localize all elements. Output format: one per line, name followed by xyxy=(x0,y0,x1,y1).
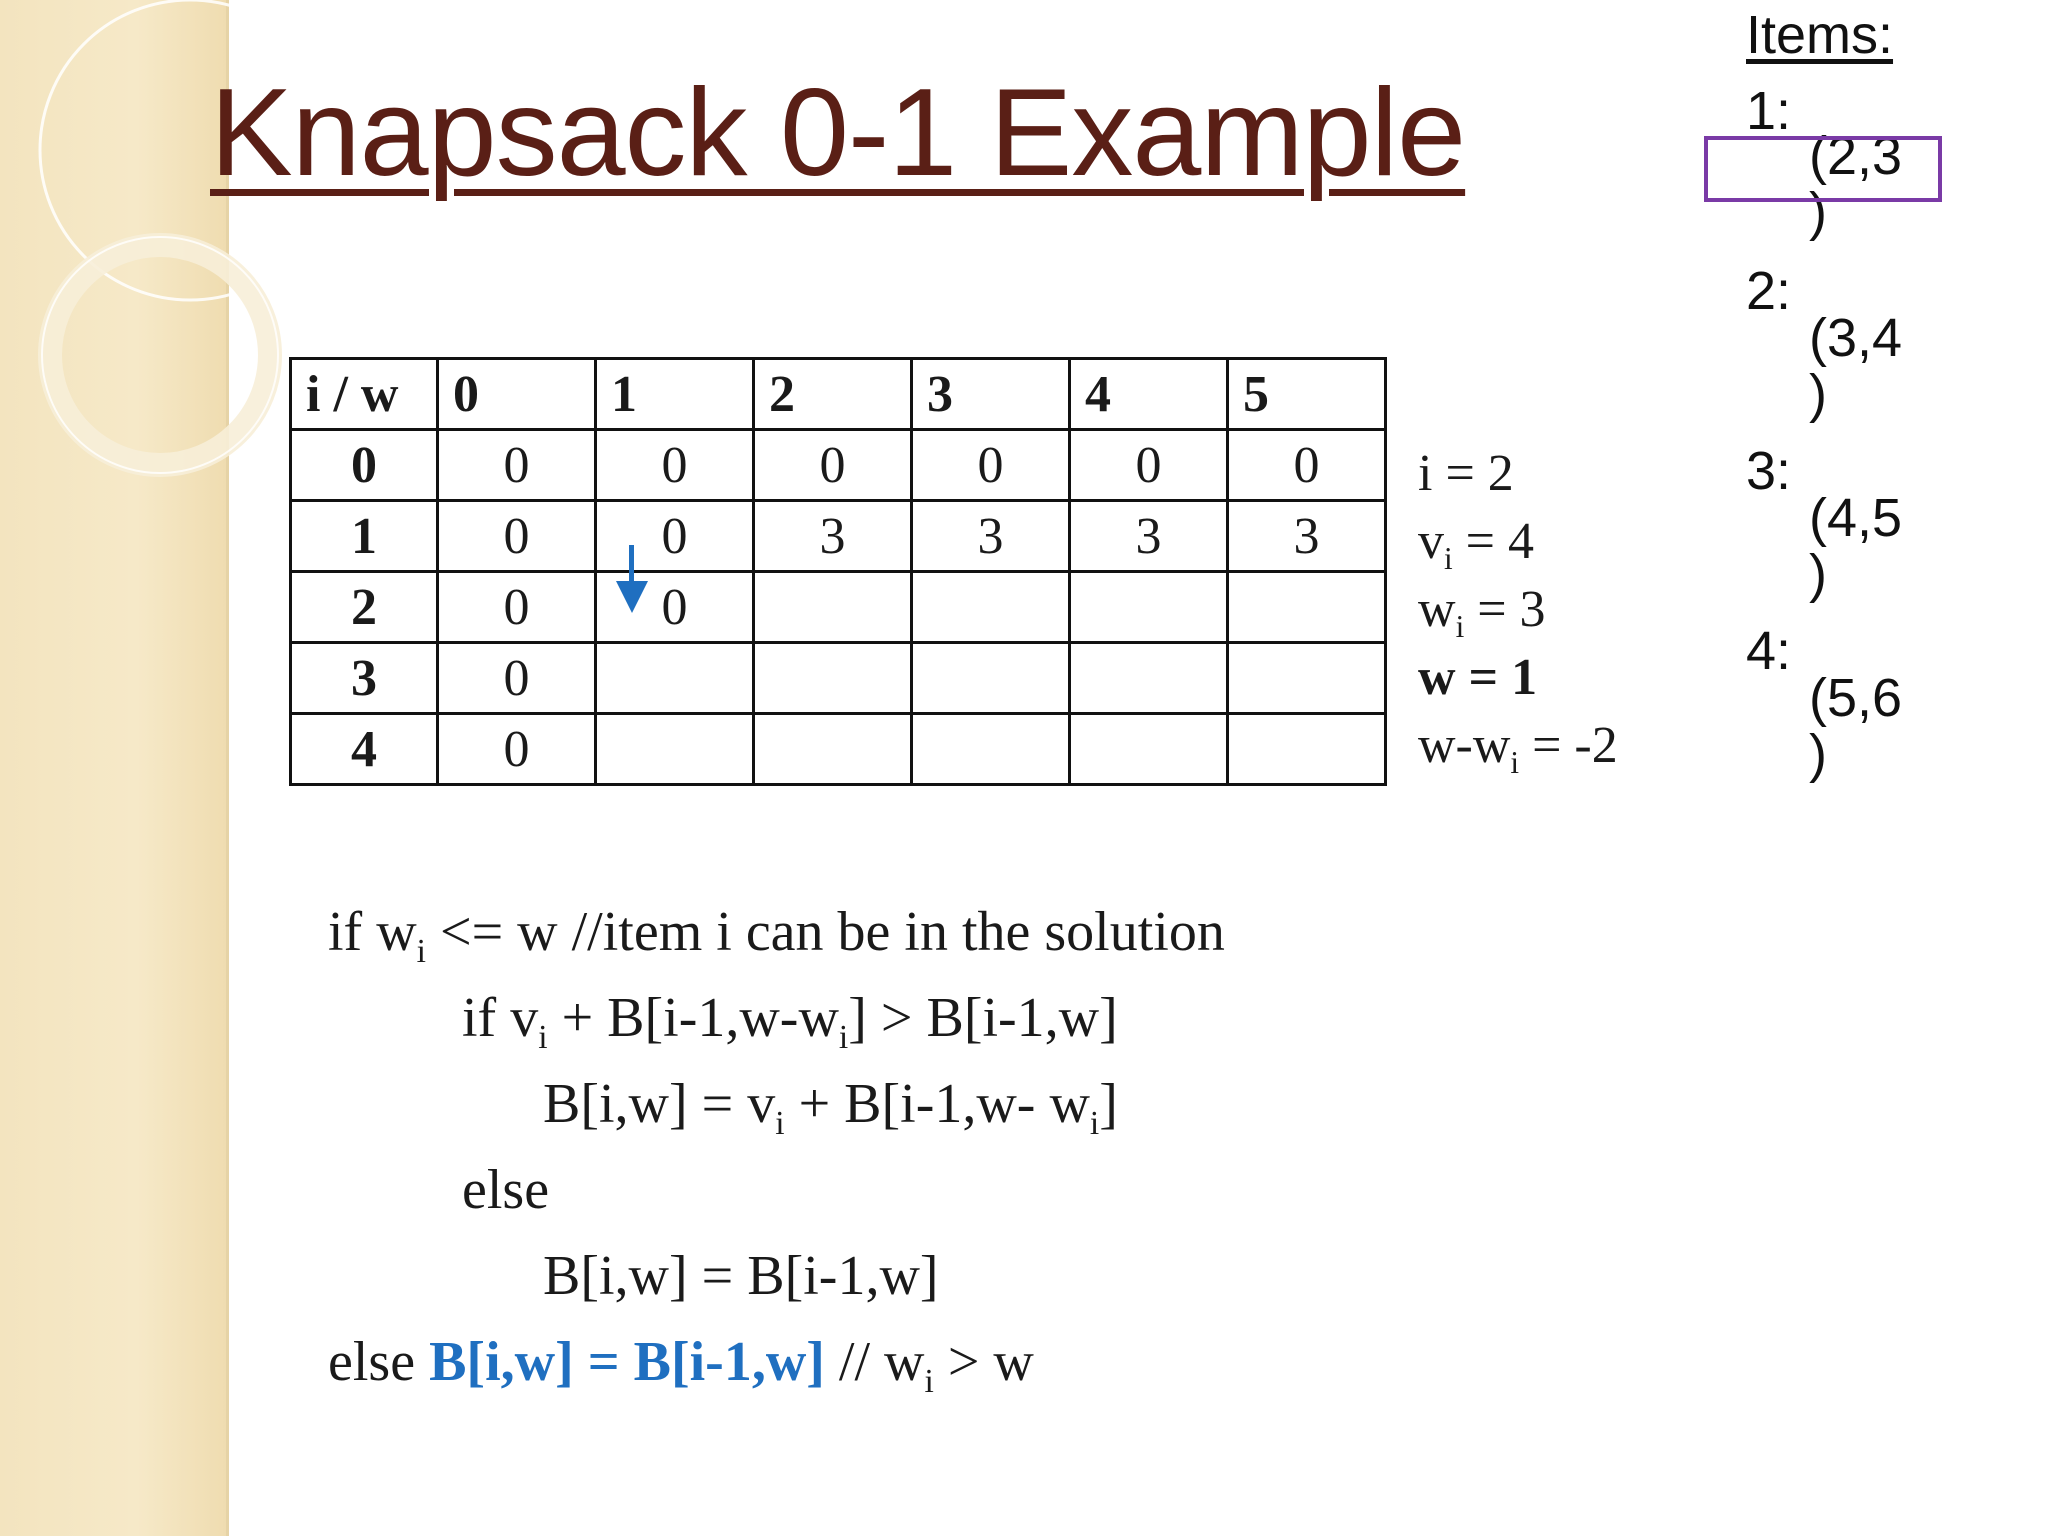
table-cell xyxy=(1228,572,1386,643)
table-cell: 0 xyxy=(596,430,754,501)
col-header-0: 0 xyxy=(438,359,596,430)
table-cell xyxy=(1070,714,1228,785)
table-cell: 0 xyxy=(438,643,596,714)
item-3-value: (4,5 ) xyxy=(1809,488,1903,604)
code-line-1: if $w_i <= w$ //item i can be in the solution xyxy=(328,901,1225,970)
table-cell: 0 xyxy=(596,501,754,572)
var-vi: $v_i = 4$ xyxy=(1418,513,1534,576)
table-cell: 3 xyxy=(754,501,912,572)
table-cell: 0 xyxy=(438,430,596,501)
knapsack-dp-table xyxy=(289,357,1387,786)
table-cell: 3 xyxy=(1228,501,1386,572)
var-i: i = 2 xyxy=(1418,445,1514,502)
table-cell xyxy=(912,714,1070,785)
table-cell: 3 xyxy=(1070,501,1228,572)
code-line-2: if $v_i + B[i-1,w-w_i] > B[i-1,w]$ xyxy=(462,987,1118,1056)
code-line-4: else xyxy=(462,1159,550,1221)
var-w-minus-wi: $w-w_i = -2$ xyxy=(1418,717,1618,780)
row-label: 1 xyxy=(291,501,438,572)
row-label: 2 xyxy=(291,572,438,643)
table-cell xyxy=(596,714,754,785)
table-row xyxy=(291,572,1386,643)
table-cell xyxy=(1070,643,1228,714)
col-header-3: 3 xyxy=(912,359,1070,430)
table-cell: 0 xyxy=(1228,430,1386,501)
item-3-number: 3: xyxy=(1746,441,1792,501)
code-line-3: $B[i,w] = v_i + B[i-1,w-$ $w_i$] xyxy=(543,1073,1118,1142)
item-1-value: (2,3 ) xyxy=(1809,126,1903,242)
table-row xyxy=(291,714,1386,785)
table-row xyxy=(291,501,1386,572)
table-cell: 0 xyxy=(1070,430,1228,501)
item-4-number: 4: xyxy=(1746,621,1792,681)
table-cell xyxy=(754,643,912,714)
table-cell xyxy=(1228,714,1386,785)
col-header-5: 5 xyxy=(1228,359,1386,430)
col-header-1: 1 xyxy=(596,359,754,430)
table-cell: 0 xyxy=(912,430,1070,501)
table-cell xyxy=(1070,572,1228,643)
corner-header: i / w xyxy=(291,359,438,430)
row-label: 0 xyxy=(291,430,438,501)
item-2-value: (3,4 ) xyxy=(1809,308,1903,424)
table-cell xyxy=(912,643,1070,714)
code-line-5: B[i,w] = B[i-1,w] xyxy=(543,1245,939,1307)
code-line-6: else $B[i,w] = B[i-1,w] // w_i > w$ xyxy=(328,1331,1034,1400)
current-item-highlight-box xyxy=(1704,136,1942,202)
slide-title: Knapsack 0-1 Example xyxy=(210,64,1466,202)
table-cell xyxy=(912,572,1070,643)
table-row xyxy=(291,643,1386,714)
item-2-number: 2: xyxy=(1746,261,1792,321)
table-cell: 0 xyxy=(438,501,596,572)
var-wi: $w_i = 3$ xyxy=(1418,581,1546,644)
table-row xyxy=(291,430,1386,501)
table-cell xyxy=(596,643,754,714)
var-w: w = 1 xyxy=(1418,649,1538,706)
table-cell: 3 xyxy=(912,501,1070,572)
item-1-number: 1: xyxy=(1746,81,1792,141)
table-cell: 0 xyxy=(754,430,912,501)
col-header-4: 4 xyxy=(1070,359,1228,430)
table-cell: 0 xyxy=(438,572,596,643)
table-cell: 0 xyxy=(596,572,754,643)
table-cell xyxy=(754,572,912,643)
table-cell xyxy=(754,714,912,785)
table-header-row xyxy=(291,359,1386,430)
row-label: 4 xyxy=(291,714,438,785)
items-heading: Items: xyxy=(1746,5,1894,65)
row-label: 3 xyxy=(291,643,438,714)
current-variables xyxy=(1418,440,1618,780)
down-arrow-icon xyxy=(614,545,650,617)
item-4-value: (5,6 ) xyxy=(1809,668,1903,784)
table-cell: 0 xyxy=(438,714,596,785)
col-header-2: 2 xyxy=(754,359,912,430)
table-cell xyxy=(1228,643,1386,714)
